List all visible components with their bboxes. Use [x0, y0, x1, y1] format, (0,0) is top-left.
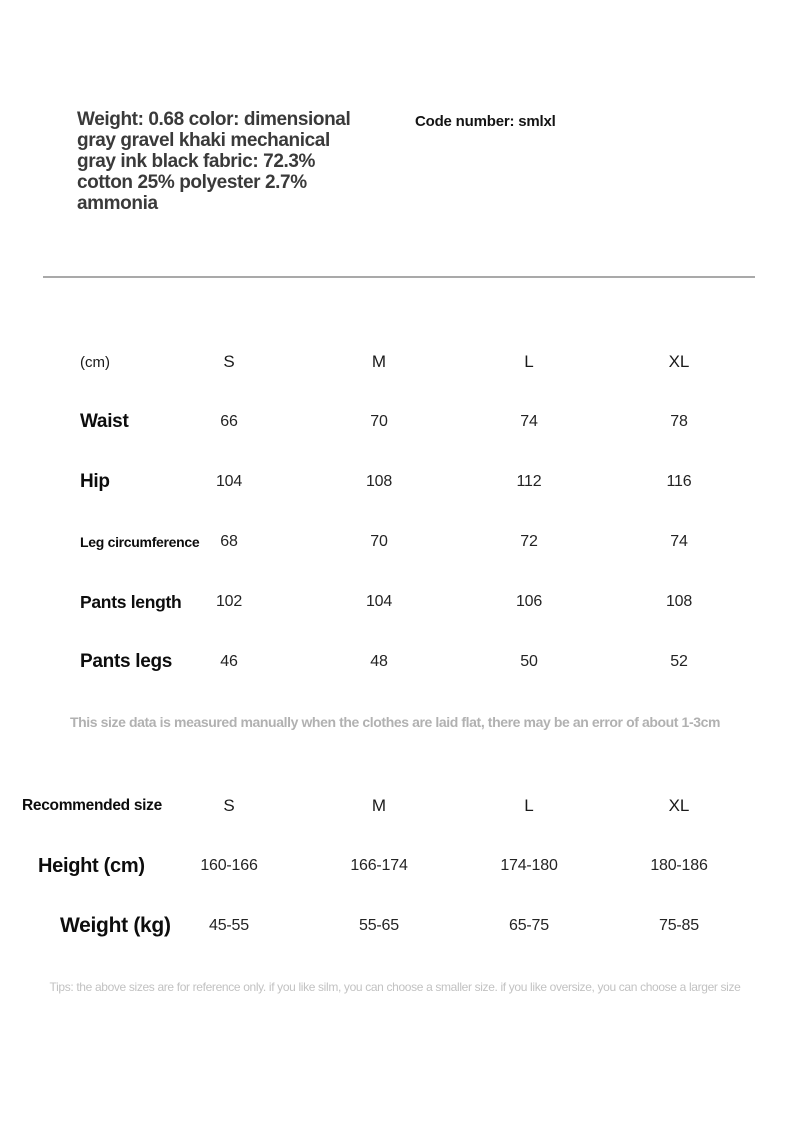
recommended-table-header-row	[0, 776, 754, 836]
recommended-size-label: Recommended size	[22, 797, 162, 814]
size-value: 72	[520, 533, 538, 550]
recommended-table-row-weight	[0, 896, 754, 956]
unit-label: (cm)	[80, 353, 110, 371]
size-value: 70	[370, 413, 388, 430]
size-value: 104	[215, 473, 243, 490]
size-value: 104	[365, 593, 393, 610]
size-value: 112	[516, 473, 542, 490]
size-value: 48	[370, 653, 388, 670]
row-label-pants-length: Pants length	[80, 591, 182, 612]
column-header-m: M	[371, 352, 387, 371]
measurement-note: This size data is measured manually when the clothes are laid flat, there may be an error of about 1-3cm	[69, 714, 721, 730]
product-description	[77, 109, 407, 214]
size-table-header-row	[0, 332, 754, 392]
description-line: gray ink black fabric: 72.3%	[77, 151, 316, 172]
size-table-row-waist	[0, 392, 754, 452]
size-value: 108	[665, 593, 693, 610]
divider-line	[43, 276, 755, 278]
weight-range-value: 55-65	[359, 917, 399, 934]
description-line: cotton 25% polyester 2.7%	[77, 172, 307, 193]
size-value: 74	[670, 533, 688, 550]
size-value: 108	[365, 473, 393, 490]
size-value: 70	[370, 533, 388, 550]
size-table-row-leg-circumference	[0, 512, 754, 572]
weight-range-value: 65-75	[509, 917, 549, 934]
row-label-weight: Weight (kg)	[60, 914, 171, 937]
recommended-size-table	[0, 776, 754, 956]
column-header-l: L	[524, 352, 534, 371]
size-table	[0, 332, 754, 692]
size-value: 78	[670, 413, 688, 430]
size-table-row-pants-legs	[0, 632, 754, 692]
description-line: gray gravel khaki mechanical	[77, 130, 330, 151]
size-value: 46	[220, 653, 238, 670]
column-header-m: M	[371, 796, 387, 815]
column-header-s: S	[223, 796, 235, 815]
column-header-xl: XL	[668, 796, 690, 815]
row-label-hip: Hip	[80, 471, 110, 492]
row-label-height: Height (cm)	[38, 854, 145, 877]
size-value: 116	[666, 473, 692, 490]
tips-note: Tips: the above sizes are for reference only. if you like silm, you can choose a smaller size. if you like oversize, you can choose a larger size	[49, 980, 741, 994]
recommended-table-row-height	[0, 836, 754, 896]
height-range-value: 174-180	[500, 857, 558, 874]
row-label-leg-circumference: Leg circumference	[80, 534, 200, 550]
column-header-xl: XL	[668, 352, 690, 371]
row-label-waist: Waist	[80, 411, 129, 432]
row-label-pants-legs: Pants legs	[80, 651, 173, 672]
code-number: Code number: smlxl	[415, 113, 556, 130]
height-range-value: 180-186	[650, 857, 708, 874]
column-header-s: S	[223, 352, 235, 371]
height-range-value: 160-166	[200, 857, 258, 874]
size-value: 102	[215, 593, 243, 610]
description-line: ammonia	[77, 193, 158, 214]
size-value: 106	[515, 593, 543, 610]
size-value: 50	[520, 653, 538, 670]
weight-range-value: 75-85	[659, 917, 699, 934]
weight-range-value: 45-55	[209, 917, 249, 934]
column-header-l: L	[524, 796, 534, 815]
description-line: Weight: 0.68 color: dimensional	[77, 109, 351, 130]
size-value: 52	[670, 653, 688, 670]
size-value: 68	[220, 533, 238, 550]
size-value: 74	[520, 413, 538, 430]
height-range-value: 166-174	[350, 857, 408, 874]
size-value: 66	[220, 413, 238, 430]
size-table-row-hip	[0, 452, 754, 512]
size-table-row-pants-length	[0, 572, 754, 632]
